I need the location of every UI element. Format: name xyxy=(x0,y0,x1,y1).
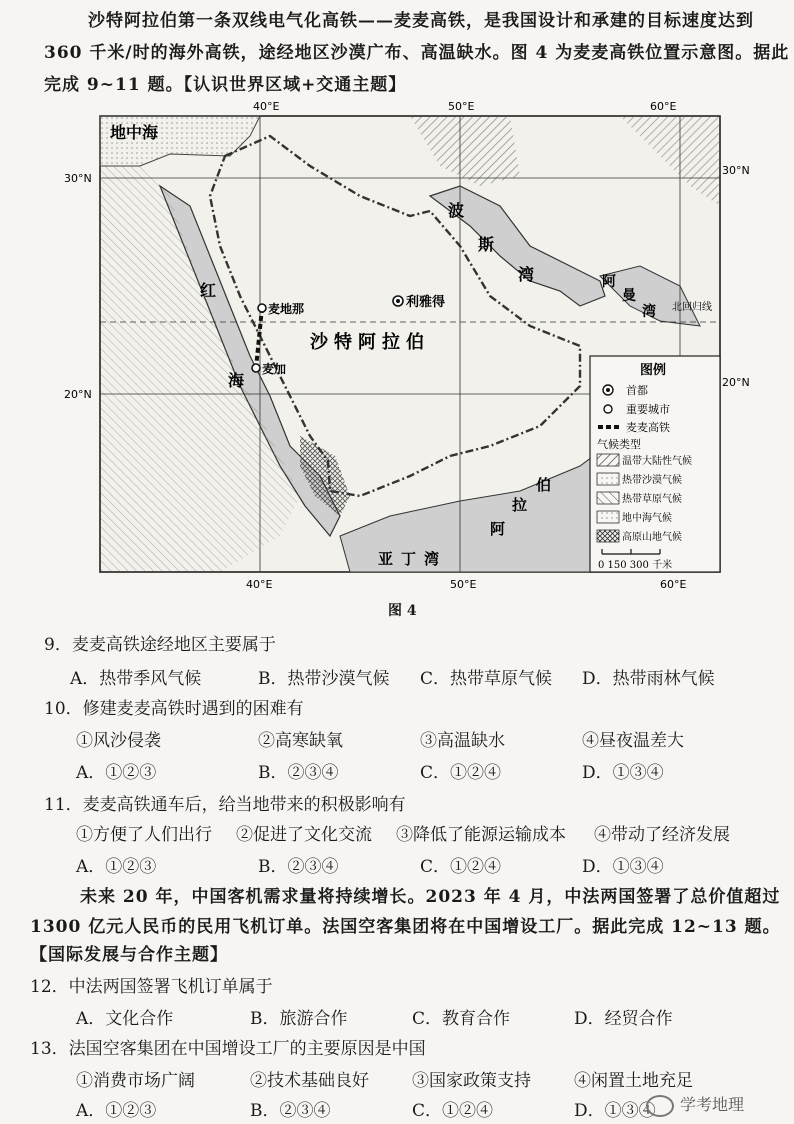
q10-opt-b[interactable]: B．②③④ xyxy=(258,763,339,783)
q13-item-1: ①消费市场广阔 xyxy=(76,1071,195,1091)
red-sea-label-1: 红 xyxy=(200,281,217,300)
intro2-line-3: 【国际发展与合作主题】 xyxy=(30,945,228,965)
q10-opt-c[interactable]: C．①②④ xyxy=(420,763,502,783)
legend-climate-title: 气候类型 xyxy=(597,438,641,451)
legend-c2: 热带沙漠气候 xyxy=(622,475,682,486)
q13-item-2: ②技术基础良好 xyxy=(250,1071,369,1091)
q10-item-1: ①风沙侵袭 xyxy=(76,731,161,751)
legend-capital: 首都 xyxy=(626,384,648,397)
q9-stem: 9．麦麦高铁途经地区主要属于 xyxy=(44,635,276,655)
q9-opt-a[interactable]: A．热带季风气候 xyxy=(70,669,202,689)
q12-opt-b[interactable]: B．旅游合作 xyxy=(250,1009,348,1029)
q11-item-1: ①方便了人们出行 xyxy=(76,825,212,845)
mecca-label: 麦加 xyxy=(262,362,287,376)
q10-item-4: ④昼夜温差大 xyxy=(582,731,684,751)
legend-c1: 温带大陆性气候 xyxy=(622,456,692,467)
intro-line-2: 360 千米/时的海外高铁，途经地区沙漠广布、高温缺水。图 4 为麦麦高铁位置示意图。据此 xyxy=(44,43,790,63)
q11-opt-b[interactable]: B．②③④ xyxy=(258,857,339,877)
q9-opt-d[interactable]: D．热带雨林气候 xyxy=(582,669,715,689)
arabian-label-2: 拉 xyxy=(512,496,528,514)
q11-opt-a[interactable]: A．①②③ xyxy=(76,857,157,877)
figure-caption: 图 4 xyxy=(388,603,417,619)
q13-opt-a[interactable]: A．①②③ xyxy=(76,1101,157,1121)
q9-opt-b[interactable]: B．热带沙漠气候 xyxy=(258,669,390,689)
mediterranean-label: 地中海 xyxy=(110,123,159,142)
medina-label: 麦地那 xyxy=(268,302,305,316)
oman-label-1: 阿 xyxy=(602,274,616,290)
lon-label-bottom-40: 40°E xyxy=(246,578,273,591)
legend-scale: 0 150 300 千米 xyxy=(598,560,673,571)
tropic-label: 北回归线 xyxy=(672,302,712,313)
lon-label-top-50: 50°E xyxy=(448,100,475,113)
q11-item-4: ④带动了经济发展 xyxy=(594,825,730,845)
legend-city: 重要城市 xyxy=(626,403,670,416)
lon-label-top-60: 60°E xyxy=(650,100,677,113)
q10-item-3: ③高温缺水 xyxy=(420,731,505,751)
lon-label-top-40: 40°E xyxy=(253,100,280,113)
q13-opt-d[interactable]: D．①③④ xyxy=(574,1101,656,1121)
watermark xyxy=(646,1092,744,1117)
watermark-text: 学考地理 xyxy=(680,1095,745,1114)
q13-item-3: ③国家政策支持 xyxy=(412,1071,531,1091)
q11-item-2: ②促进了文化交流 xyxy=(236,825,372,845)
q10-item-2: ②高寒缺氧 xyxy=(258,731,343,751)
q13-stem: 13．法国空客集团在中国增设工厂的主要原因是中国 xyxy=(30,1039,426,1059)
wechat-icon xyxy=(646,1095,674,1117)
map-svg xyxy=(60,96,760,596)
map-figure xyxy=(60,96,760,596)
lat-label-right-30: 30°N xyxy=(722,164,750,177)
oman-label-3: 湾 xyxy=(642,304,656,320)
legend-c4: 地中海气候 xyxy=(622,513,672,524)
q12-opt-d[interactable]: D．经贸合作 xyxy=(574,1009,673,1029)
legend-railway: 麦麦高铁 xyxy=(626,421,670,434)
arabian-label-1: 阿 xyxy=(490,520,506,538)
q10-opt-a[interactable]: A．①②③ xyxy=(76,763,157,783)
medina-marker xyxy=(258,304,266,312)
persian-label-2: 斯 xyxy=(478,235,495,254)
lat-label-left-30: 30°N xyxy=(64,172,92,185)
q13-item-4: ④闲置土地充足 xyxy=(574,1071,693,1091)
q12-opt-c[interactable]: C．教育合作 xyxy=(412,1009,511,1029)
aden-label: 亚丁湾 xyxy=(378,550,448,568)
q13-opt-c[interactable]: C．①②④ xyxy=(412,1101,494,1121)
legend-c5: 高原山地气候 xyxy=(622,532,682,543)
q13-opt-b[interactable]: B．②③④ xyxy=(250,1101,331,1121)
lat-label-left-20: 20°N xyxy=(64,388,92,401)
mecca-marker xyxy=(252,364,260,372)
country-label: 沙特阿拉伯 xyxy=(310,332,430,353)
intro2-line-2: 1300 亿元人民币的民用飞机订单。法国空客集团将在中国增设工厂。据此完成 12~13 题。 xyxy=(30,917,781,937)
intro-line-1: 沙特阿拉伯第一条双线电气化高铁——麦麦高铁，是我国设计和承建的目标速度达到 xyxy=(88,11,754,31)
legend-c3: 热带草原气候 xyxy=(622,494,682,505)
q11-item-3: ③降低了能源运输成本 xyxy=(396,825,566,845)
intro-line-3: 完成 9~11 题。【认识世界区域+交通主题】 xyxy=(44,75,407,95)
q9-opt-c[interactable]: C．热带草原气候 xyxy=(420,669,553,689)
q12-stem: 12．中法两国签署飞机订单属于 xyxy=(30,977,273,997)
legend-title: 图例 xyxy=(640,363,667,378)
q10-stem: 10．修建麦麦高铁时遇到的困难有 xyxy=(44,699,304,719)
intro2-line-1: 未来 20 年，中国客机需求量将持续增长。2023 年 4 月，中法两国签署了总价值超过 xyxy=(80,887,781,907)
q11-opt-c[interactable]: C．①②④ xyxy=(420,857,502,877)
lon-label-bottom-50: 50°E xyxy=(450,578,477,591)
q12-opt-a[interactable]: A．文化合作 xyxy=(76,1009,174,1029)
red-sea-label-2: 海 xyxy=(228,371,245,390)
persian-label-3: 湾 xyxy=(518,265,535,284)
q10-opt-d[interactable]: D．①③④ xyxy=(582,763,664,783)
lat-label-right-20: 20°N xyxy=(722,376,750,389)
persian-label-1: 波 xyxy=(448,201,465,220)
lon-label-bottom-60: 60°E xyxy=(660,578,687,591)
oman-label-2: 曼 xyxy=(622,288,636,304)
riyadh-label: 利雅得 xyxy=(406,295,446,310)
q11-stem: 11．麦麦高铁通车后，给当地带来的积极影响有 xyxy=(44,795,406,815)
arabian-label-3: 伯 xyxy=(536,476,552,494)
q11-opt-d[interactable]: D．①③④ xyxy=(582,857,664,877)
